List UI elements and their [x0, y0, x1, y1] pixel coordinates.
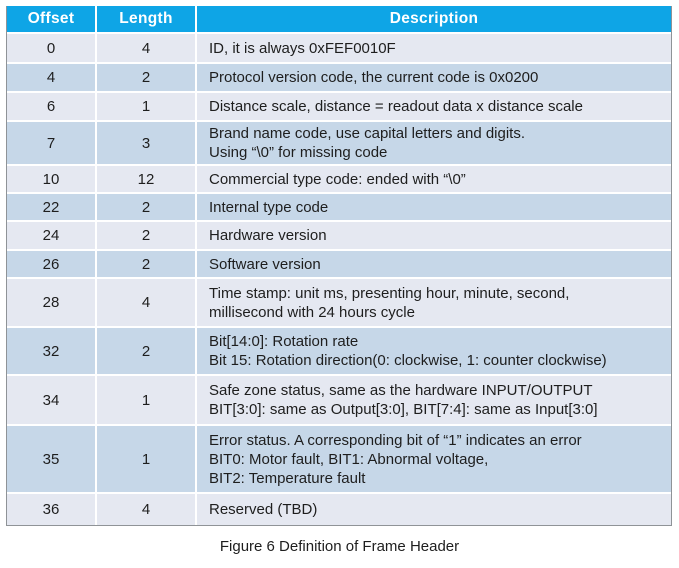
description-line: Using “\0” for missing code: [209, 144, 388, 161]
offset-cell: 28: [7, 278, 96, 327]
table-row: [7, 250, 671, 278]
description-cell: [196, 121, 671, 165]
description-cell: [196, 278, 671, 327]
length-cell: 2: [96, 221, 196, 250]
offset-cell: 10: [7, 165, 96, 193]
description-cell: [196, 33, 671, 63]
offset-cell: 22: [7, 193, 96, 221]
column-header-description: Description: [196, 6, 671, 33]
length-cell: 2: [96, 193, 196, 221]
description-line: Brand name code, use capital letters and digits.: [209, 125, 526, 142]
description-line: BIT0: Motor fault, BIT1: Abnormal voltage,: [209, 450, 489, 468]
description-cell: [196, 221, 671, 250]
description-line: Time stamp: unit ms, presenting hour, minute, second,: [209, 284, 570, 302]
table-body: [7, 33, 671, 525]
table-row: [7, 375, 671, 425]
length-cell: 2: [96, 327, 196, 375]
length-cell: 4: [96, 33, 196, 63]
description-line: Error status. A corresponding bit of “1” indicates an error: [209, 431, 582, 449]
column-header-length: Length: [96, 6, 196, 33]
offset-cell: 32: [7, 327, 96, 375]
table-row: [7, 193, 671, 221]
description-line: BIT2: Temperature fault: [209, 469, 366, 487]
offset-cell: 34: [7, 375, 96, 425]
table-row: [7, 165, 671, 193]
frame-header-table-container: [6, 6, 672, 526]
length-cell: 2: [96, 250, 196, 278]
description-cell: [196, 92, 671, 121]
description-line: Protocol version code, the current code is 0x0200: [209, 69, 539, 86]
description-line: Internal type code: [209, 198, 329, 216]
offset-cell: 26: [7, 250, 96, 278]
description-line: Distance scale, distance = readout data x distance scale: [209, 98, 583, 115]
offset-cell: 0: [7, 33, 96, 63]
figure-caption: Figure 6 Definition of Frame Header: [219, 538, 460, 555]
description-cell: [196, 193, 671, 221]
description-line: BIT[3:0]: same as Output[3:0], BIT[7:4]: same as Input[3:0]: [209, 401, 598, 418]
offset-cell: 36: [7, 493, 96, 525]
description-line: Bit 15: Rotation direction(0: clockwise, 1: counter clockwise): [209, 352, 607, 369]
table-row: [7, 121, 671, 165]
table-row: [7, 425, 671, 493]
column-header-offset: Offset: [7, 6, 96, 33]
length-cell: 4: [96, 493, 196, 525]
offset-cell: 35: [7, 425, 96, 493]
description-line: millisecond with 24 hours cycle: [209, 303, 415, 321]
length-cell: 12: [96, 165, 196, 193]
table-row: [7, 63, 671, 92]
table-row: [7, 33, 671, 63]
table-row: [7, 327, 671, 375]
description-cell: [196, 250, 671, 278]
table-header-row: [7, 6, 671, 33]
description-cell: [196, 425, 671, 493]
length-cell: 1: [96, 375, 196, 425]
length-cell: 4: [96, 278, 196, 327]
description-cell: [196, 375, 671, 425]
description-cell: [196, 165, 671, 193]
description-line: ID, it is always 0xFEF0010F: [209, 39, 396, 57]
description-cell: [196, 63, 671, 92]
table-row: [7, 221, 671, 250]
description-line: Reserved (TBD): [209, 501, 318, 518]
length-cell: 1: [96, 92, 196, 121]
description-cell: [196, 327, 671, 375]
length-cell: 1: [96, 425, 196, 493]
description-line: Hardware version: [209, 227, 327, 244]
frame-header-table: [7, 6, 671, 525]
description-cell: [196, 493, 671, 525]
description-line: Commercial type code: ended with “\0”: [209, 170, 466, 188]
length-cell: 3: [96, 121, 196, 165]
table-row: [7, 278, 671, 327]
table-row: [7, 493, 671, 525]
offset-cell: 4: [7, 63, 96, 92]
offset-cell: 6: [7, 92, 96, 121]
table-row: [7, 92, 671, 121]
length-cell: 2: [96, 63, 196, 92]
description-line: Safe zone status, same as the hardware INPUT/OUTPUT: [209, 382, 593, 399]
description-line: Software version: [209, 255, 321, 273]
offset-cell: 24: [7, 221, 96, 250]
description-line: Bit[14:0]: Rotation rate: [209, 333, 359, 350]
offset-cell: 7: [7, 121, 96, 165]
